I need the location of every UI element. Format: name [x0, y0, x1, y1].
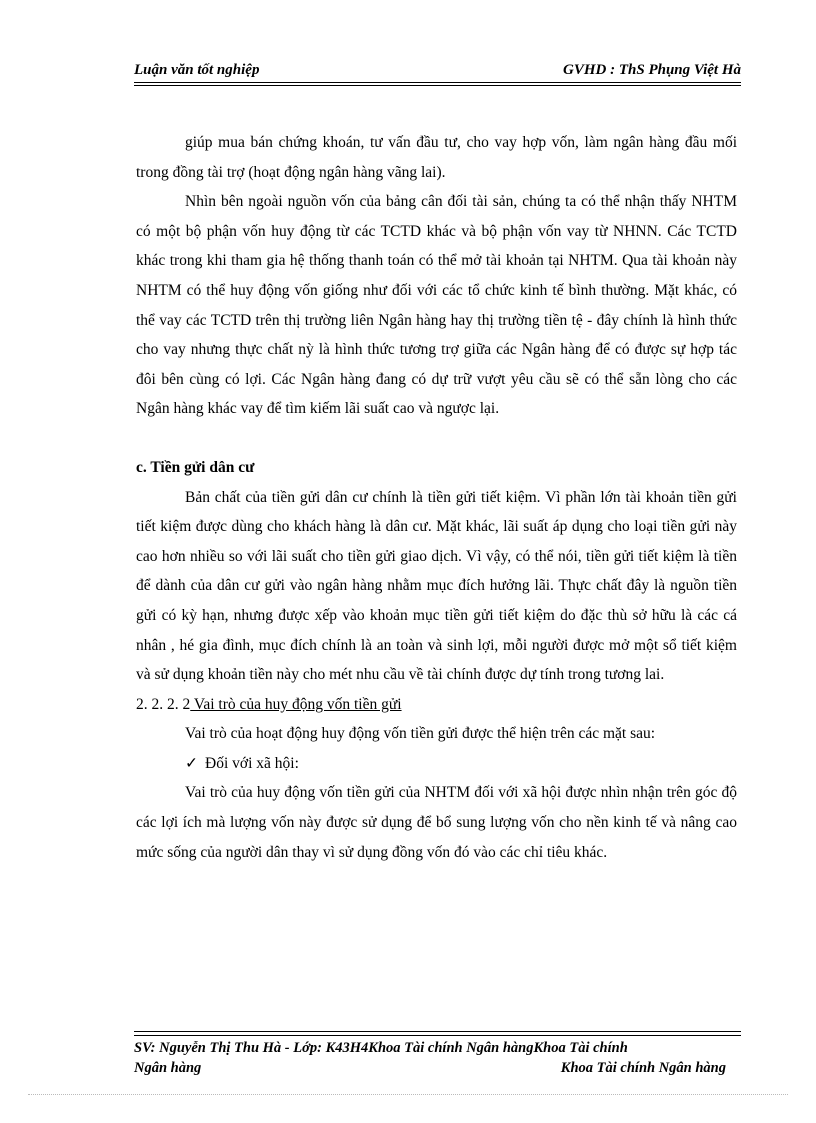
footer-rule-top — [134, 1031, 741, 1032]
header-right-supervisor: GVHD : ThS Phụng Việt Hà — [563, 62, 741, 78]
paragraph-continuation: giúp mua bán chứng khoán, tư vấn đầu tư, cho vay hợp vốn, làm ngân hàng đầu mối trong đồng tài trợ (hoạt động ngân hàng vãng lai). — [136, 134, 737, 181]
header-rule-top — [134, 82, 741, 83]
footer-rule-bottom — [134, 1035, 741, 1036]
footer-line-1: SV: Nguyễn Thị Thu Hà - Lớp: K43H4Khoa Tài chính Ngân hàngKhoa Tài chính — [134, 1040, 628, 1056]
bullet-label: Đối với xã hội: — [205, 754, 299, 772]
paragraph-ngan-hang-vang-lai: Nhìn bên ngoài nguồn vốn của bảng cân đối tài sản, chúng ta có thể nhận thấy NHTM có một bộ phận vốn huy động từ các TCTD khác và bộ phận vốn vay từ NHNN. Các TCTD khác trong khi tham gia hệ thống thanh toán có thể mở tài khoản tại NHTM. Qua tài khoản này NHTM có thể huy động vốn giống như đối với các tổ chức kinh tế bình thường. Mặt khác, có thể vay các TCTD trên thị trường liên Ngân hàng hay thị trường tiền tệ - đây chính là hình thức cho vay nhưng thực chất nỳ là hình thức tương trợ giữa các Ngân hàng để có được sự hợp tác đôi bên cùng có lợi. Các Ngân hàng đang có dự trữ vượt yêu cầu sẽ có thể sẵn lòng cho các Ngân hàng khác vay để tìm kiếm lãi suất cao và ngược lại. — [136, 193, 737, 418]
page-body — [136, 128, 737, 867]
section-heading-2222 — [136, 690, 737, 720]
paragraph-tien-gui-dan-cu: Bản chất của tiền gửi dân cư chính là tiền gửi tiết kiệm. Vì phần lớn tài khoản tiền gửi tiết kiệm được dùng cho khách hàng là dân cư. Mặt khác, lãi suất áp dụng cho loại tiền gửi này cao hơn nhiều so với lãi suất cho tiền gửi giao dịch. Vì vậy, có thể nói, tiền gửi tiết kiệm là tiền để dành của dân cư gửi vào ngân hàng nhằm mục đích hưởng lãi. Thực chất đây là nguồn tiền gửi có kỳ hạn, nhưng được xếp vào khoản mục tiền gửi tiết kiệm do đặc thù sở hữu là các cá nhân , hé gia đình, mục đích chính là an toàn và sinh lợi, mỗi người được mở một sổ tiết kiệm và sử dụng khoản tiền này cho mét nhu cầu về tài chính được dự tính trong tương lai. — [136, 488, 737, 684]
page-footer — [134, 1038, 734, 1078]
paragraph-vai-tro-xa-hoi: Vai trò của huy động vốn tiền gửi của NHTM đối với xã hội được nhìn nhận trên góc độ các lợi ích mà lượng vốn này được sử dụng để bổ sung lượng vốn cho nền kinh tế và nâng cao mức sống của người dân thay vì sử dụng đồng vốn đó vào các chỉ tiêu khác. — [136, 784, 737, 861]
paragraph-gap — [136, 424, 737, 453]
page-bottom-dotted-border — [28, 1094, 788, 1095]
bullet-item-xa-hoi — [136, 749, 737, 779]
section-heading-c: c. Tiền gửi dân cư — [136, 458, 255, 476]
header-rule-bottom — [134, 85, 741, 86]
section-title: Vai trò của huy động vốn tiền gửi — [190, 695, 402, 713]
paragraph-vai-tro-intro: Vai trò của hoạt động huy động vốn tiền gửi được thể hiện trên các mặt sau: — [185, 725, 656, 743]
section-number: 2. 2. 2. 2 — [136, 695, 191, 713]
footer-line-2 — [134, 1058, 734, 1078]
footer-line-2-right: Khoa Tài chính Ngân hàng — [560, 1060, 726, 1076]
header-left-title: Luận văn tốt nghiệp — [134, 62, 260, 78]
checkmark-icon: ✓ — [185, 754, 198, 772]
page-header — [134, 62, 741, 82]
footer-line-2-left: Ngân hàng — [134, 1060, 202, 1076]
